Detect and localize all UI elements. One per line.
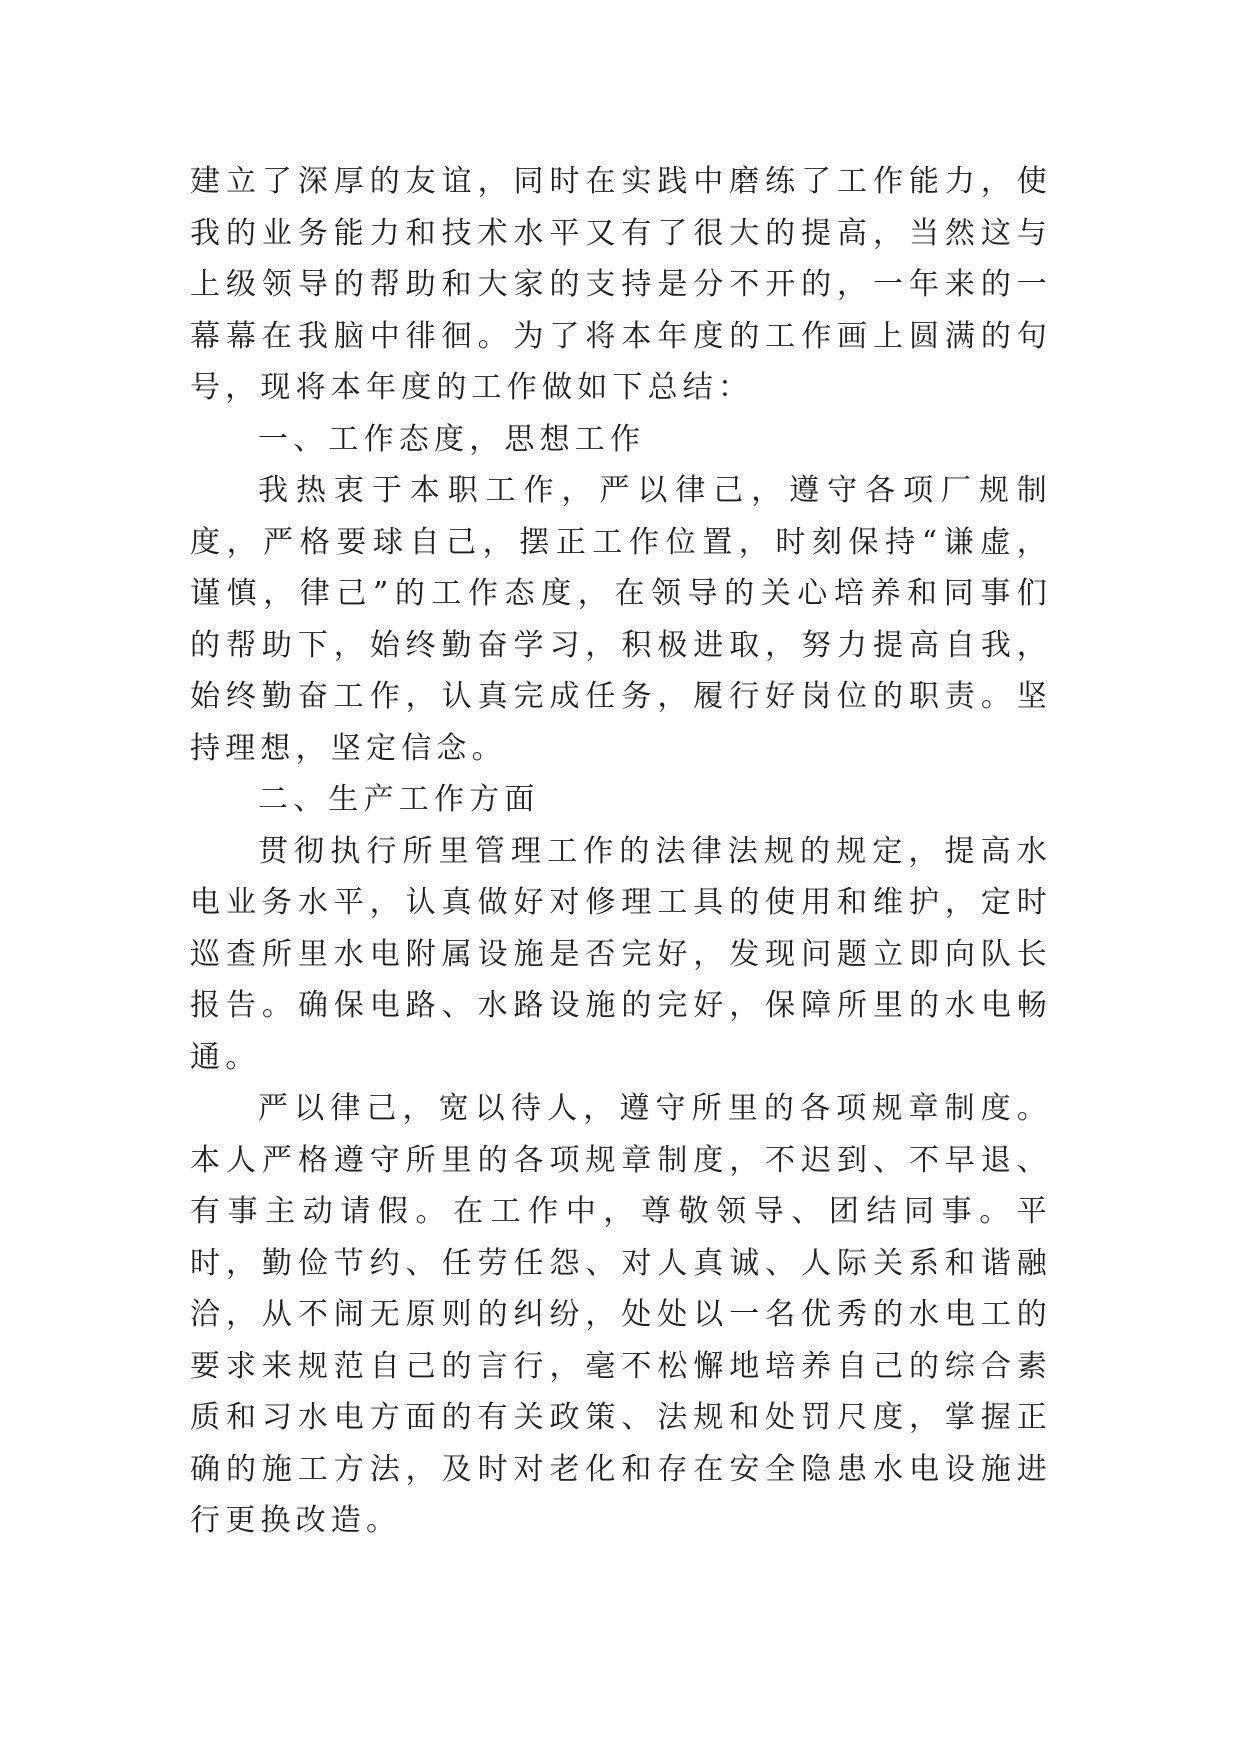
- attitude-paragraph: 我热衷于本职工作，严以律己，遵守各项厂规制度，严格要球自己，摆正工作位置，时刻保持“谦虚，谨慎，律己”的工作态度，在领导的关心培养和同事们的帮助下，始终勤奋学习，积极进取，努力提高自我，始终勤奋工作，认真完成任务，履行好岗位的职责。坚持理想，坚定信念。: [190, 473, 1052, 766]
- discipline-paragraph: 严以律己，宽以待人，遵守所里的各项规章制度。本人严格遵守所里的各项规章制度，不迟到、不早退、有事主动请假。在工作中，尊敬领导、团结同事。平时，勤俭节约、任劳任怨、对人真诚、人际关系和谐融洽，从不闹无原则的纠纷，处处以一名优秀的水电工的要求来规范自己的言行，毫不松懈地培养自己的综合素质和习水电方面的有关政策、法规和处罚尺度，掌握正确的施工方法，及时对老化和存在安全隐患水电设施进行更换改造。: [190, 1091, 1052, 1538]
- intro-paragraph: 建立了深厚的友谊，同时在实践中磨练了工作能力，使我的业务能力和技术水平又有了很大的提高，当然这与上级领导的帮助和大家的支持是分不开的，一年来的一幕幕在我脑中徘徊。为了将本年度的工作画上圆满的句号，现将本年度的工作做如下总结：: [190, 164, 1052, 405]
- section-heading-production: 二、生产工作方面: [258, 782, 540, 817]
- section-heading-attitude: 一、工作态度，思想工作: [258, 421, 646, 457]
- production-paragraph: 贯彻执行所里管理工作的法律法规的规定，提高水电业务水平，认真做好对修理工具的使用和维护，定时巡查所里水电附属设施是否完好，发现问题立即向队长报告。确保电路、水路设施的完好，保障所里的水电畅通。: [190, 833, 1052, 1075]
- document-page: [190, 156, 1052, 1547]
